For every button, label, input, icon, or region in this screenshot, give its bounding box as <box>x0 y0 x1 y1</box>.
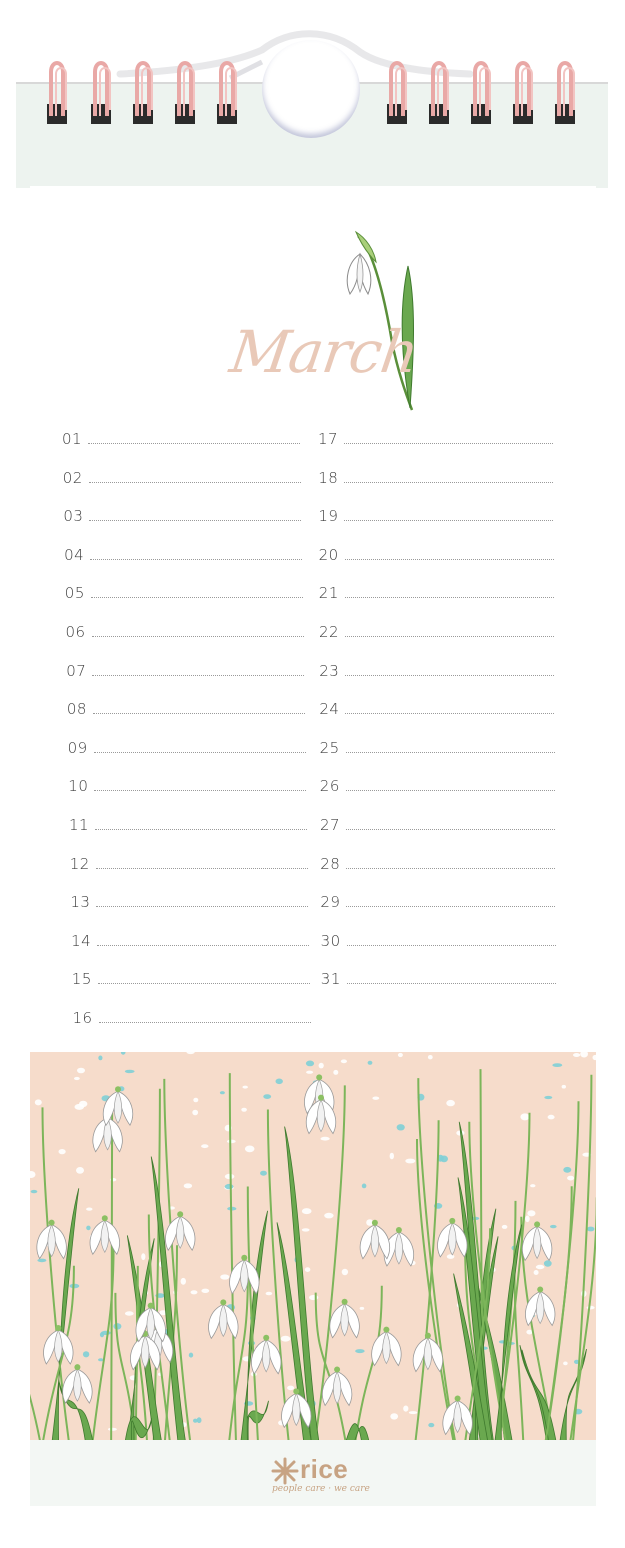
day-row <box>321 964 556 988</box>
day-entry-line <box>88 442 300 444</box>
day-number: 07 <box>66 661 87 680</box>
month-title: March <box>226 318 423 386</box>
day-entry-line <box>346 751 555 753</box>
day-number: 23 <box>319 661 340 680</box>
day-number: 30 <box>320 931 341 950</box>
day-number: 08 <box>66 700 87 719</box>
day-number: 26 <box>319 777 340 796</box>
snowdrop-pattern <box>30 1052 596 1440</box>
day-row <box>70 887 308 911</box>
day-entry-line <box>89 519 301 521</box>
day-entry-line <box>96 905 308 907</box>
day-row <box>72 964 310 988</box>
day-number: 21 <box>318 584 339 603</box>
day-entry-line <box>345 712 554 714</box>
day-number: 22 <box>319 623 340 641</box>
day-row <box>70 849 308 873</box>
day-entry-line <box>347 982 556 984</box>
day-number: 25 <box>319 738 340 757</box>
day-number: 12 <box>69 854 90 873</box>
day-entry-line <box>95 828 307 830</box>
day-number: 17 <box>318 430 339 448</box>
day-row <box>62 424 300 448</box>
day-entry-line <box>344 442 553 444</box>
day-row <box>319 578 554 602</box>
day-number: 19 <box>318 507 339 526</box>
day-row <box>321 926 556 950</box>
day-number: 09 <box>67 738 88 757</box>
day-row <box>66 617 304 641</box>
day-entry-line <box>93 712 305 714</box>
day-number: 18 <box>318 468 339 487</box>
day-row <box>63 501 301 525</box>
day-number: 15 <box>71 970 92 989</box>
day-row <box>319 540 554 564</box>
day-entry-line <box>99 1021 311 1023</box>
day-entry-line <box>345 674 554 676</box>
day-entry-line <box>90 558 302 560</box>
brand-name: rice <box>300 1454 349 1484</box>
snowdrop-illustration <box>30 1052 596 1440</box>
day-number: 10 <box>68 777 89 796</box>
day-row <box>320 771 555 795</box>
day-number: 20 <box>318 545 339 564</box>
day-row <box>318 501 553 525</box>
day-row <box>319 617 554 641</box>
day-row <box>73 1003 311 1027</box>
day-number: 24 <box>319 700 340 719</box>
day-entry-line <box>97 944 309 946</box>
day-entry-line <box>346 789 555 791</box>
day-number: 27 <box>320 816 341 834</box>
day-entry-line <box>346 867 555 869</box>
day-entry-line <box>91 596 303 598</box>
day-row <box>318 424 553 448</box>
day-row <box>319 694 554 718</box>
day-row <box>319 656 554 680</box>
day-entry-line <box>92 674 304 676</box>
brand-tagline: people care · we care <box>272 1484 370 1494</box>
day-entry-line <box>346 828 555 830</box>
day-row <box>68 733 306 757</box>
day-row <box>318 463 553 487</box>
day-number: 06 <box>65 623 86 641</box>
day-entry-line <box>344 481 553 483</box>
day-row <box>69 810 307 834</box>
day-entry-line <box>98 982 310 984</box>
day-number: 13 <box>70 893 91 912</box>
day-entry-line <box>94 789 306 791</box>
day-entry-line <box>92 635 304 637</box>
day-row <box>320 887 555 911</box>
day-entry-line <box>89 481 301 483</box>
day-number: 02 <box>62 468 83 487</box>
day-row <box>66 656 304 680</box>
day-number: 14 <box>71 931 92 950</box>
day-row <box>320 733 555 757</box>
day-entry-line <box>346 905 555 907</box>
day-entry-line <box>344 519 553 521</box>
day-entry-line <box>345 635 554 637</box>
day-row <box>71 926 309 950</box>
day-number: 29 <box>320 893 341 912</box>
day-entry-line <box>345 596 554 598</box>
day-number: 16 <box>72 1009 93 1027</box>
day-row <box>63 463 301 487</box>
day-number: 04 <box>64 545 85 564</box>
day-number: 31 <box>320 970 341 989</box>
day-number: 03 <box>63 507 84 526</box>
day-row <box>320 849 555 873</box>
day-number: 11 <box>69 816 90 834</box>
day-row <box>67 694 305 718</box>
day-number: 01 <box>62 430 83 448</box>
day-entry-line <box>347 944 556 946</box>
day-entry-line <box>345 558 554 560</box>
day-entry-line <box>94 751 306 753</box>
day-number: 05 <box>64 584 85 603</box>
day-number: 28 <box>320 854 341 873</box>
day-row <box>64 540 302 564</box>
rice-star-logo-icon <box>270 1456 300 1486</box>
day-row <box>65 578 303 602</box>
day-row <box>68 771 306 795</box>
day-row <box>320 810 555 834</box>
day-entry-line <box>96 867 308 869</box>
